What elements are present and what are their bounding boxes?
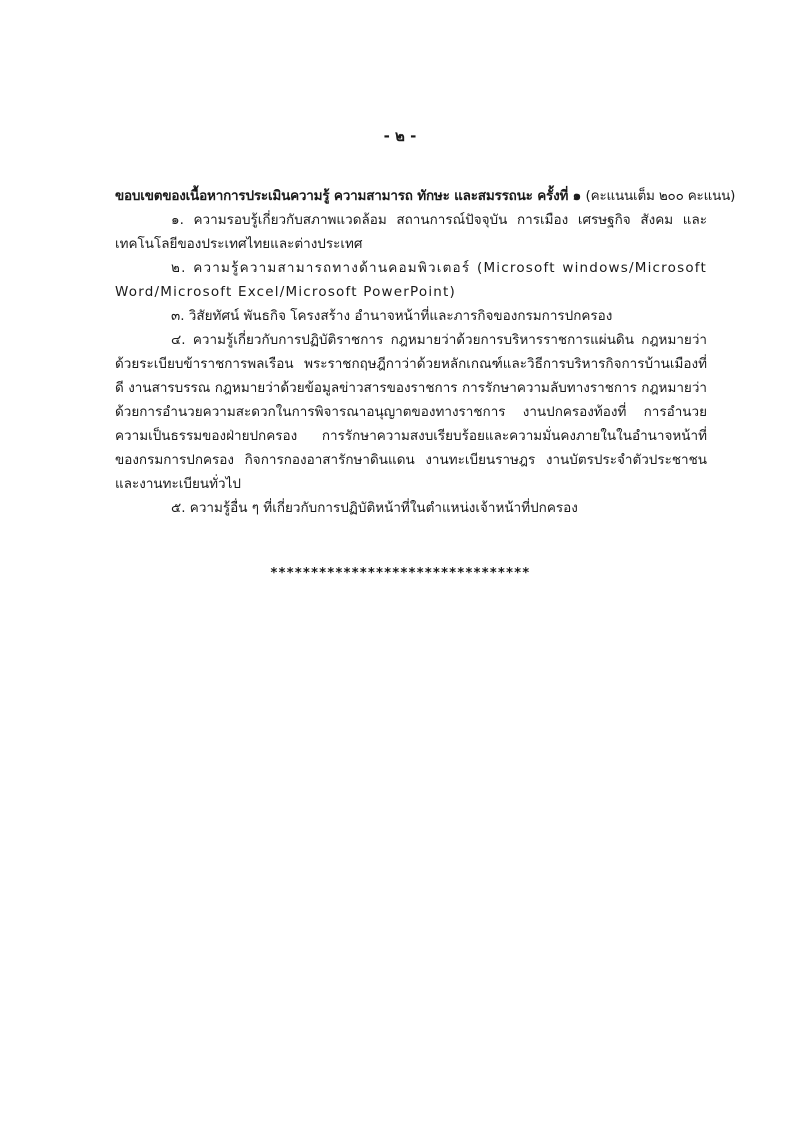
content-item-5: ๕. ความรู้อื่น ๆ ที่เกี่ยวกับการปฏิบัติหน้าที่ในตำแหน่งเจ้าหน้าที่ปกครอง (171, 500, 578, 516)
content-item-3: ๓. วิสัยทัศน์ พันธกิจ โครงสร้าง อำนาจหน้าที่และภารกิจของกรมการปกครอง (171, 308, 613, 324)
content-item-2: ๒. ความรู้ความสามารถทางด้านคอมพิวเตอร์ (Microsoft windows/Microsoft Word/Microsoft Excel/Microsoft PowerPoint) (115, 260, 707, 300)
section-heading-title: ขอบเขตของเนื้อหาการประเมินความรู้ ความสามารถ ทักษะ และสมรรถนะ ครั้งที่ ๑ (115, 188, 582, 204)
content-item-1: ๑. ความรอบรู้เกี่ยวกับสภาพแวดล้อม สถานการณ์ปัจจุบัน การเมือง เศรษฐกิจ สังคม และเทคโนโลยีของประเทศไทยและต่างประเทศ (115, 212, 707, 252)
section-heading-score-note: (คะแนนเต็ม ๒๐๐ คะแนน) (585, 188, 736, 204)
document-body (115, 184, 736, 520)
page-number: - ๒ - (383, 127, 417, 145)
end-separator: ******************************** (269, 566, 531, 581)
content-item-4: ๔. ความรู้เกี่ยวกับการปฏิบัติราชการ กฎหมายว่าด้วยการบริหารราชการแผ่นดิน กฎหมายว่าด้วยระเบียบข้าราชการพลเรือน พระราชกฤษฎีกาว่าด้วยหลักเกณฑ์และวิธีการบริหารกิจการบ้านเมืองที่ดี งานสารบรรณ กฎหมายว่าด้วยข้อมูลข่าวสารของราชการ การรักษาความลับทางราชการ กฎหมายว่าด้วยการอำนวยความสะดวกในการพิจารณาอนุญาตของทางราชการ งานปกครองท้องที่ การอำนวยความเป็นธรรมของฝ่ายปกครอง การรักษาความสงบเรียบร้อยและความมั่นคงภายในในอำนาจหน้าที่ของกรมการปกครอง กิจการกองอาสารักษาดินแดน งานทะเบียนราษฎร งานบัตรประจำตัวประชาชนและงานทะเบียนทั่วไป (115, 332, 707, 492)
section-heading (115, 184, 736, 208)
